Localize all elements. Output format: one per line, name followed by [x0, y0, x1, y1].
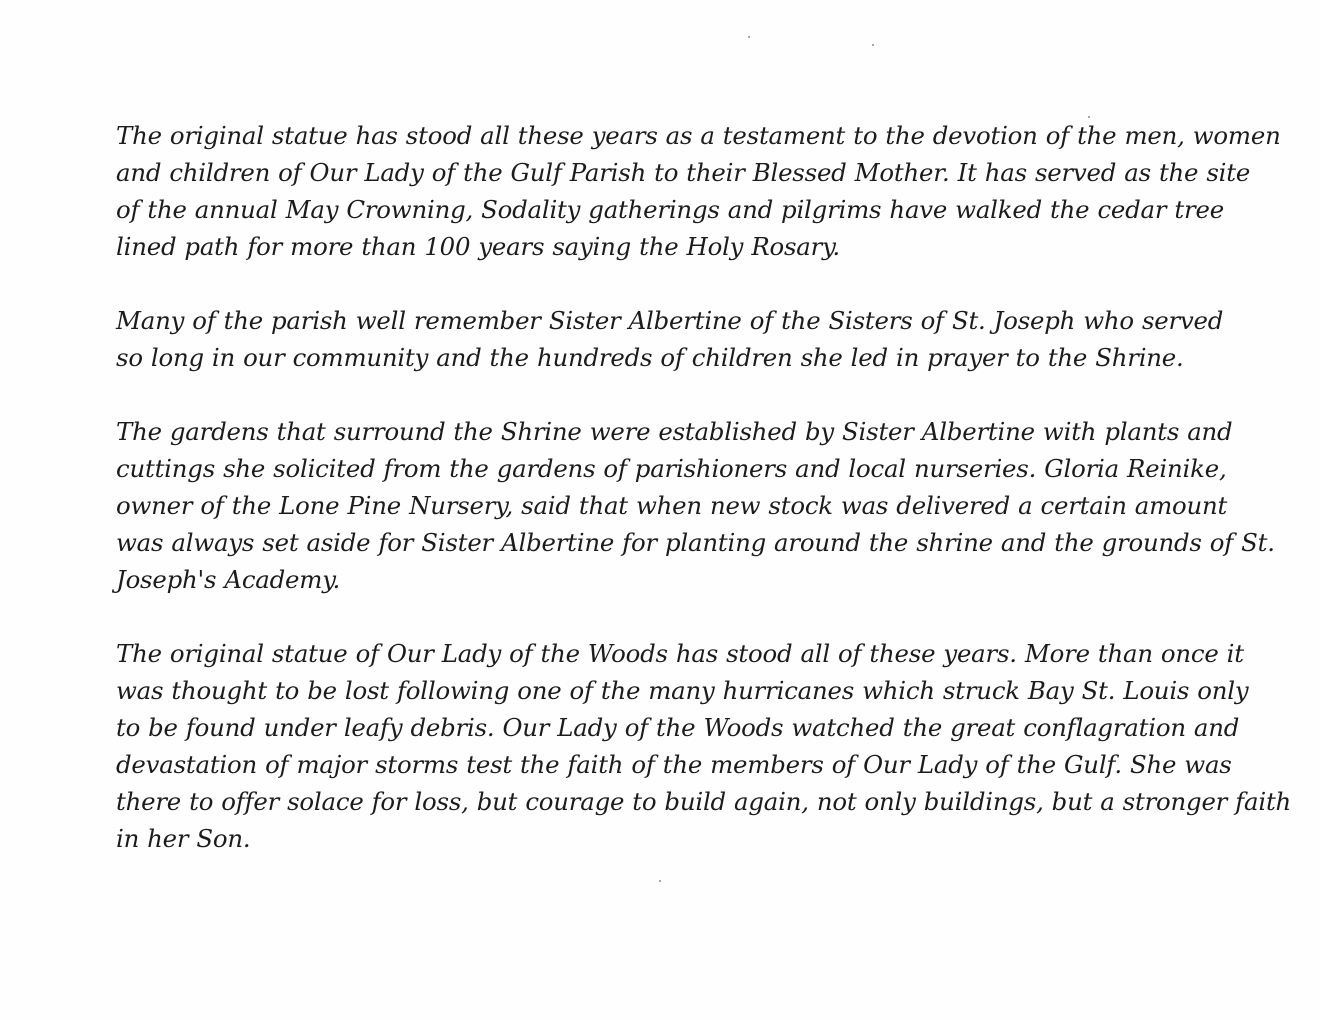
- text-line: cuttings she solicited from the gardens of parishioners and local nurseries. Gloria Reinike,: [116, 454, 1227, 483]
- text-line: The original statue has stood all these years as a testament to the devotion of the men, women: [116, 121, 1281, 150]
- text-line: The gardens that surround the Shrine were established by Sister Albertine with plants and: [116, 417, 1233, 446]
- text-line: there to offer solace for loss, but courage to build again, not only buildings, but a stronger faith: [116, 787, 1292, 816]
- scan-speck: [748, 36, 750, 38]
- text-line: so long in our community and the hundreds of children she led in prayer to the Shrine.: [116, 343, 1184, 372]
- text-line: to be found under leafy debris. Our Lady of the Woods watched the great conflagration and: [116, 713, 1240, 742]
- text-line: The original statue of Our Lady of the Woods has stood all of these years. More than once it: [116, 639, 1244, 668]
- text-line: of the annual May Crowning, Sodality gatherings and pilgrims have walked the cedar tree: [116, 195, 1224, 224]
- text-line: and children of Our Lady of the Gulf Parish to their Blessed Mother. It has served as the site: [116, 158, 1251, 187]
- paragraph-statue-testament: [116, 117, 1281, 265]
- paragraph-sister-albertine: [116, 302, 1224, 376]
- text-line: lined path for more than 100 years saying the Holy Rosary.: [116, 232, 840, 261]
- text-line: owner of the Lone Pine Nursery, said that when new stock was delivered a certain amount: [116, 491, 1228, 520]
- text-line: Joseph's Academy.: [116, 565, 341, 594]
- text-line: Many of the parish well remember Sister Albertine of the Sisters of St. Joseph who served: [116, 306, 1224, 335]
- paragraph-lady-of-the-woods: [116, 635, 1292, 857]
- text-line: devastation of major storms test the faith of the members of Our Lady of the Gulf. She was: [116, 750, 1232, 779]
- text-line: was always set aside for Sister Albertine for planting around the shrine and the grounds of St.: [116, 528, 1275, 557]
- text-line: in her Son.: [116, 824, 251, 853]
- scan-speck: [872, 44, 874, 46]
- document-body: [116, 117, 1292, 894]
- text-line: was thought to be lost following one of the many hurricanes which struck Bay St. Louis only: [116, 676, 1249, 705]
- paragraph-shrine-gardens: [116, 413, 1275, 598]
